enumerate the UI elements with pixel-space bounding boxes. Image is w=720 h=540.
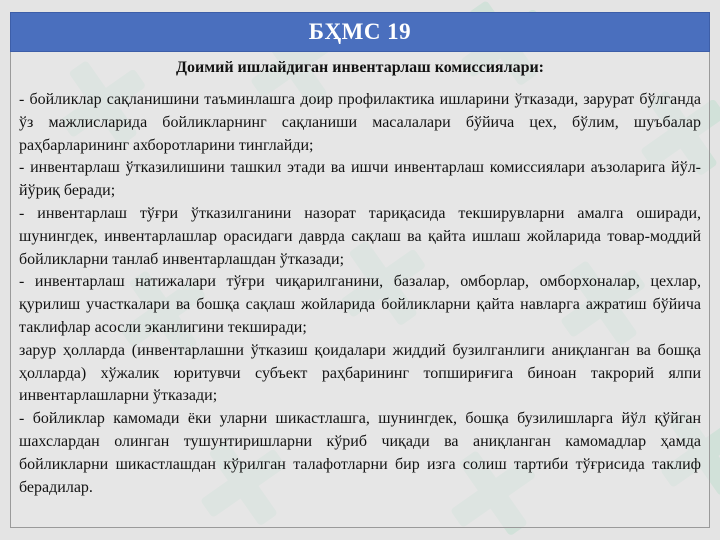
- list-item: - бойликлар сақланишини таъминлашга доир профилактика ишларини ўтказади, зарурат бўлганда ўз мажлисларида бойликларнинг сақланиши масалалари бўйича цех, бўлим, шуъбалар раҳбарларининг ахборотларини тинглайди;: [19, 91, 701, 154]
- title-bar: [10, 12, 710, 52]
- content-area: [10, 52, 710, 528]
- slide-subtitle: Доимий ишлайдиган инвентарлаш комиссиялари:: [175, 59, 545, 76]
- list-item: - бойликлар камомади ёки уларни шикастлашга, шунингдек, бошқа бузилишларга йўл қўйган шахслардан олинган тушунтиришларни кўриб чиқади ва аниқланган камомадлар ҳамда бойликларни шикастлашдан кўрилган талафотларни бир изга солиш тартиби тўғрисида таклиф берадилар.: [19, 410, 701, 496]
- list-item: - инвентарлаш тўғри ўтказилганини назорат тариқасида текширувларни амалга оширади, шунингдек, инвентарлашлар орасидаги даврда сақлаш ва қайта ишлаш жойларида товар-моддий бойликларни танлаб инвентарлашдан ўтказади;: [19, 204, 701, 268]
- list-item: зарур ҳолларда (инвентарлашни ўтказиш қоидалари жиддий бузилганлиги аниқланган ва бошқа ҳолларда) хўжалик юритувчи субъект раҳбарининг топшириғига биноан такрорий ялпи инвентарлашларни ўтказади;: [19, 341, 701, 405]
- slide-title: БҲМС 19: [308, 19, 412, 44]
- list-item: - инвентарлаш натижалари тўғри чиқарилганини, базалар, омборлар, омборхоналар, цехлар, қурилиш участкалари ва бошқа сақлаш жойларида бойликларни қайта навларга ажратиш бўйича таклифлар асосли эканлигини текширади;: [19, 273, 701, 336]
- list-item: - инвентарлаш ўтказилишини ташкил этади ва ишчи инвентарлаш комиссиялари аъзоларига йўл-йўриқ беради;: [19, 159, 701, 200]
